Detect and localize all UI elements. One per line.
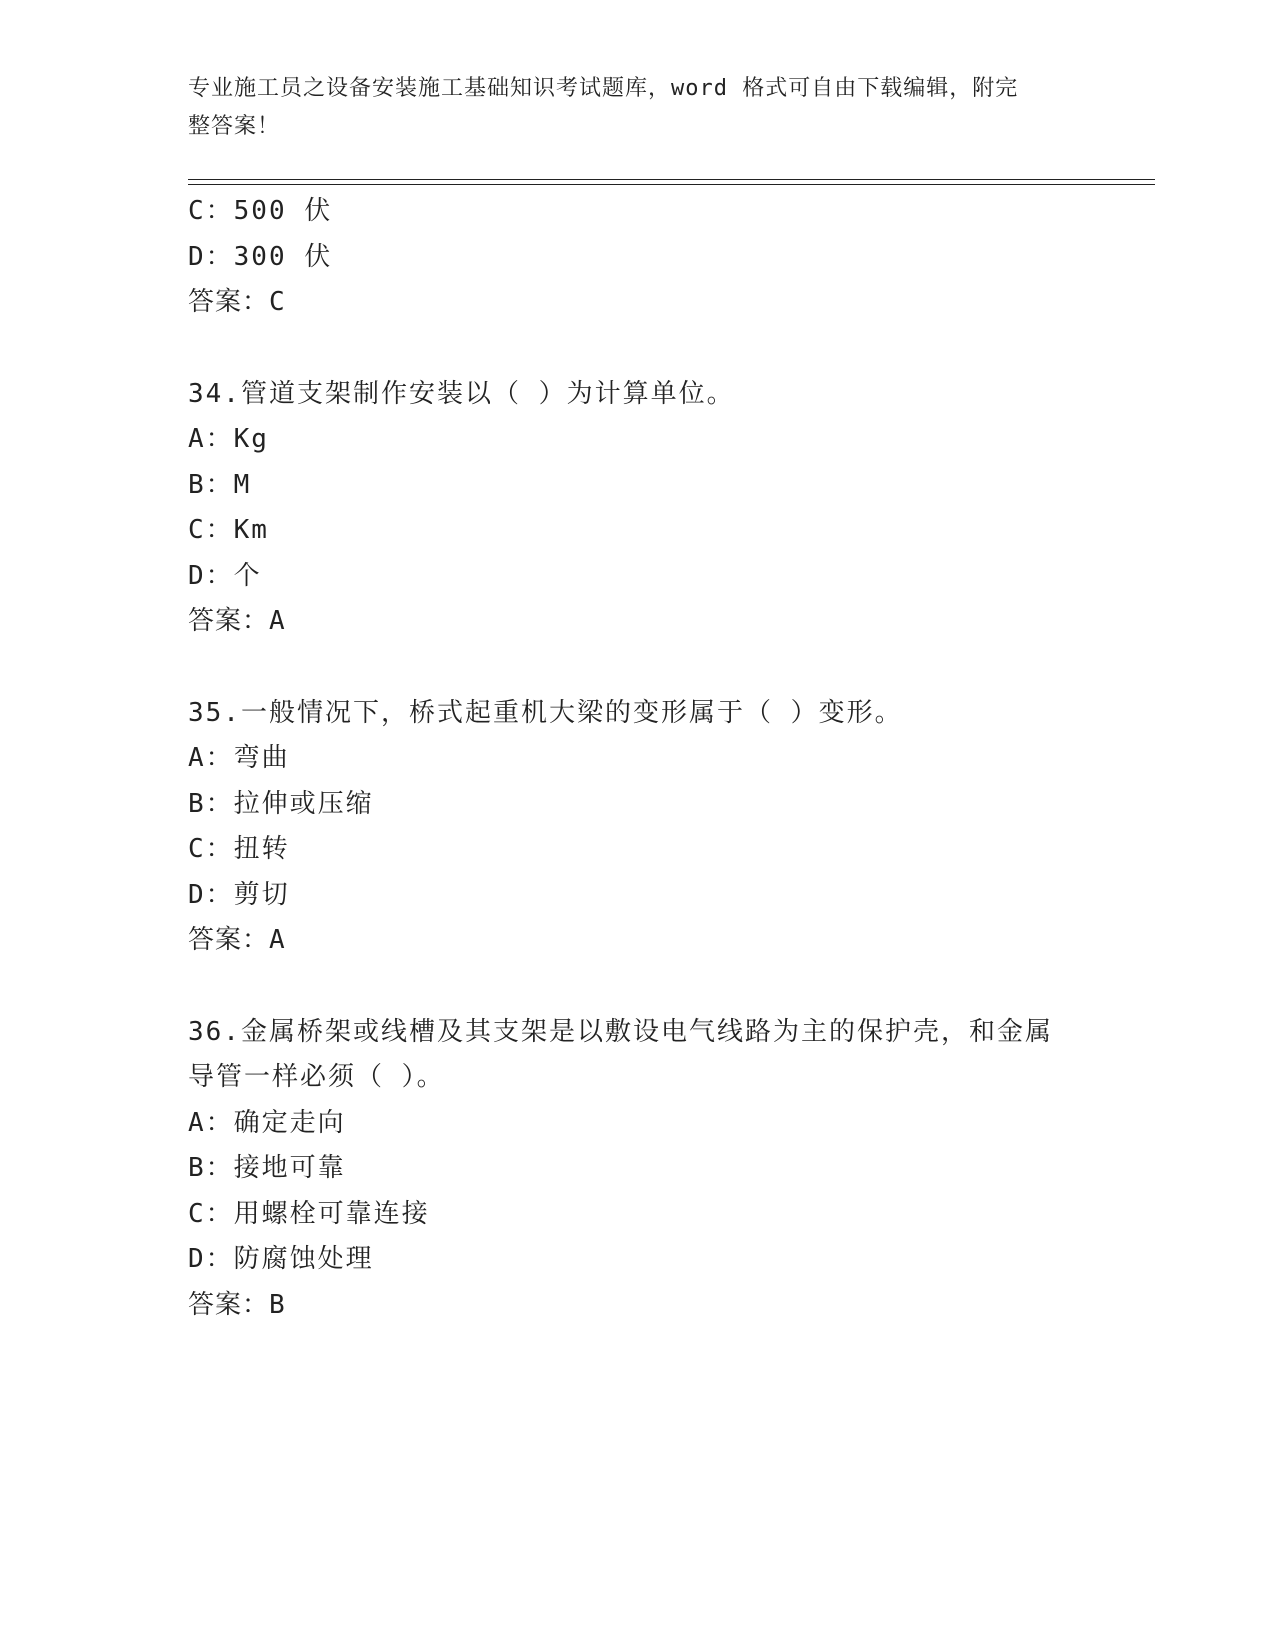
answer: 答案：A: [188, 925, 286, 955]
option-c: C：Km: [188, 515, 269, 545]
question-text: 34.管道支架制作安装以（ ）为计算单位。: [188, 378, 735, 409]
option-d: D：个: [188, 560, 262, 591]
question-36: [188, 1010, 1088, 1329]
question-34: [188, 372, 1088, 645]
spacer: [188, 326, 1088, 372]
spacer: [188, 964, 1088, 1010]
option-a: A：Kg: [188, 424, 269, 454]
option-a: A：弯曲: [188, 743, 290, 773]
spacer: [188, 645, 1088, 691]
header-line-2: 整答案！: [188, 114, 281, 139]
question-list: [188, 189, 1088, 1328]
option-c: C：扭转: [188, 834, 290, 864]
question-text: 35.一般情况下，桥式起重机大梁的变形属于（ ）变形。: [188, 697, 903, 728]
question-33-tail: [188, 189, 1088, 326]
question-35: [188, 691, 1088, 964]
option-d: D：剪切: [188, 879, 290, 910]
answer: 答案：B: [188, 1289, 286, 1320]
question-text-line-1: 36.金属桥架或线槽及其支架是以敷设电气线路为主的保护壳，和金属: [188, 1016, 1053, 1047]
option-b: B：拉伸或压缩: [188, 788, 374, 819]
option-b: B：M: [188, 469, 252, 500]
option-a: A：确定走向: [188, 1107, 346, 1138]
option-d: D：防腐蚀处理: [188, 1244, 374, 1274]
header-line-1: 专业施工员之设备安装施工基础知识考试题库，word 格式可自由下载编辑，附完: [188, 76, 1019, 101]
option-c: C：500 伏: [188, 196, 333, 226]
question-text-line-2: 导管一样必须（ ）。: [188, 1062, 445, 1092]
option-c: C：用螺栓可靠连接: [188, 1198, 430, 1229]
header-divider-top: [188, 179, 1155, 180]
option-b: B：接地可靠: [188, 1153, 346, 1183]
answer: 答案：C: [188, 287, 286, 317]
document-header: [188, 70, 1078, 146]
option-d: D：300 伏: [188, 241, 333, 272]
header-divider-bottom: [188, 184, 1155, 185]
answer: 答案：A: [188, 606, 286, 636]
